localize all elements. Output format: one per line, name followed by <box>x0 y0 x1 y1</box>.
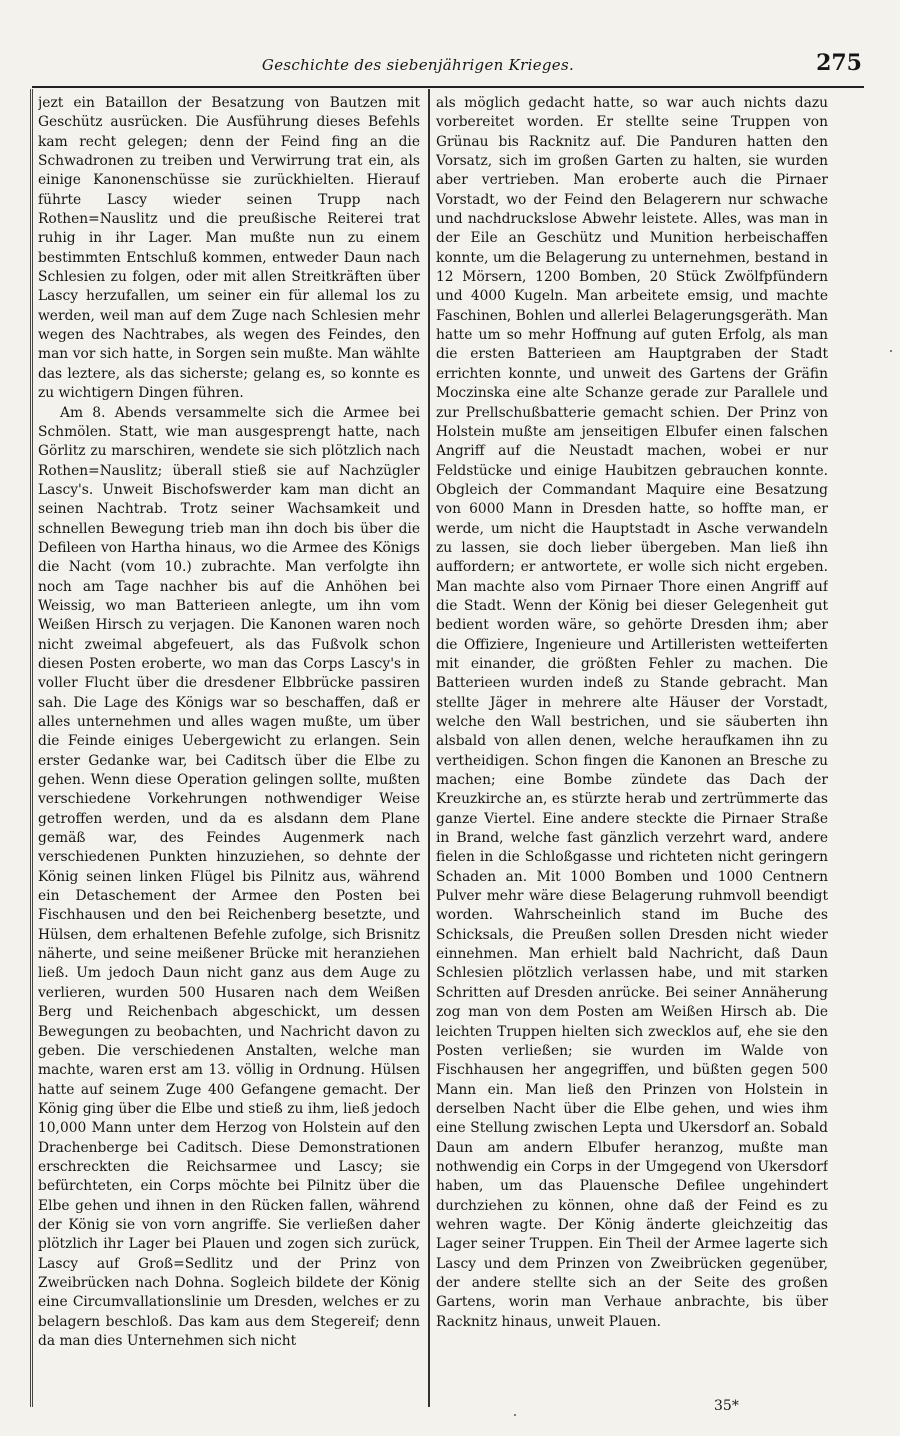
right-column <box>436 94 828 1404</box>
paper-speck <box>890 350 892 352</box>
column-divider <box>428 89 430 1407</box>
printer-signature: 35* <box>714 1398 739 1414</box>
book-page <box>24 42 864 1414</box>
running-title: Geschichte des siebenjährigen Krieges. <box>261 56 575 74</box>
right-paragraph-1: als möglich gedacht hatte, so war auch nichts dazu vorbereitet worden. Er stellte seine Truppen von Grünau bis Racknitz auf. Die Panduren hatten den Vorsatz, sich im großen Garten zu halten, sie wurden aber vertrieben. Man eroberte auch die Pirnaer Vorstadt, wo der Feind den Belagerern nur schwache und nachdruckslose Abwehr leistete. Alles, was man in der Eile an Geschütz und Munition herbeischaffen konnte, um die Belagerung zu unternehmen, bestand in 12 Mörsern, 1200 Bomben, 20 Stück Zwölfpfündern und 4000 Kugeln. Man arbeitete emsig, und machte Faschinen, Bohlen und allerlei Belagerungsgeräth. Man hatte um so mehr Hoffnung auf guten Erfolg, als man die ersten Batterieen am Hauptgraben der Stadt errichten konnte, und unweit des Gartens der Gräfin Moczinska eine alte Schanze gerade zur Parallele und zur Prellschußbatterie gemacht schien. Der Prinz von Holstein mußte am jenseitigen Elbufer einen falschen Angriff auf die Neustadt machen, wobei er nur Feldstücke und einige Haubitzen gebrauchen konnte. Obgleich der Commandant Maquire eine Besatzung von 6000 Mann in Dresden hatte, so hoffte man, er werde, um nicht die Hauptstadt in Asche verwandeln zu lassen, sie doch lieber übergeben. Man ließ ihn auffordern; er antwortete, er wolle sich nicht ergeben. Man machte also vom Pirnaer Thore einen Angriff auf die Stadt. Wenn der König bei dieser Gelegenheit gut bedient worden wäre, so gehörte Dresden ihm; aber die Offiziere, Ingenieure und Artilleristen wetteiferten mit einander, die größten Fehler zu machen. Die Batterieen wurden indeß zu Stande gebracht. Man stellte Jäger in mehrere alte Häuser der Vorstadt, welche den Wall bestrichen, und sie säuberten ihn alsbald von allen denen, welche heraufkamen ihn zu vertheidigen. Schon fingen die Kanonen an Bresche zu machen; eine Bombe zündete das Dach der Kreuzkirche an, es stürzte herab und zertrümmerte das ganze Viertel. Eine andere steckte die Pirnaer Straße in Brand, welche fast gänzlich verzehrt ward, andere fielen in die Schloßgasse und richteten nicht geringern Schaden an. Mit 1000 Bomben und 1000 Centnern Pulver mehr wäre diese Belagerung ruhmvoll beendigt worden. Wahrscheinlich stand im Buche des Schicksals, die Preußen sollen Dresden nicht wieder einnehmen. Man erhielt bald Nachricht, daß Daun Schlesien plötzlich verlassen habe, und mit starken Schritten auf Dresden anrücke. Bei seiner Annäherung zog man von dem Posten am Weißen Hirsch ab. Die leichten Truppen hielten sich zwecklos auf, ehe sie den Posten verließen; sie wurden im Walde von Fischhausen her angegriffen, und büßten gegen 500 Mann ein. Man ließ den Prinzen von Holstein in derselben Nacht über die Elbe gehen, und wies ihm eine Stellung zwischen Lepta und Ukersdorf an. Sobald Daun am andern Elbufer heranzog, mußte man nothwendig ein Corps in der Umgegend von Ukersdorf haben, um das Plauensche Defilee ungehindert durchziehen zu können, ohne daß der Feind es zu wehren wagte. Der König änderte gleichzeitig das Lager seiner Truppen. Ein Theil der Armee lagerte sich Lascy und dem Prinzen von Zweibrücken gegenüber, der andere stellte sich an der Seite des großen Gartens, worin man Verhaue anbrachte, bis über Racknitz hinaus, unweit Plauen. <box>436 95 828 1330</box>
left-column <box>38 94 420 1404</box>
header-rule <box>32 86 864 88</box>
left-border-rule <box>30 89 33 1407</box>
left-paragraph-1: jezt ein Bataillon der Besatzung von Bautzen mit Geschütz ausrücken. Die Ausführung dieses Befehls kam recht gelegen; denn der Feind fing an die Schwadronen zu treiben und Verwirrung trat ein, als einige Kanonenschüsse sie zurückhielten. Hierauf führte Lascy wieder seinen Trupp nach Rothen=Nauslitz und die preußische Reiterei trat ruhig in ihr Lager. Man mußte nun zu einem bestimmten Entschluß kommen, entweder Daun nach Schlesien zu folgen, oder mit allen Streitkräften über Lascy herzufallen, um seiner ein für allemal los zu werden, weil man auf dem Zuge nach Schlesien mehr wegen des Nachtrabes, als wegen des Feindes, den man vor sich hatte, in Sorgen sein mußte. Man wählte das leztere, als das sicherste; gelang es, so konnte es zu wichtigern Dingen führen. <box>38 95 420 402</box>
running-head <box>32 50 864 84</box>
left-paragraph-2: Am 8. Abends versammelte sich die Armee bei Schmölen. Statt, wie man ausgesprengt hatte, nach Görlitz zu marschiren, wendete sie sich plötzlich nach Rothen=Nauslitz; überall stieß sie auf Nachzügler Lascy's. Unweit Bischofswerder kam man dicht an seinen Nachtrab. Trotz seiner Wachsamkeit und schnellen Bewegung trieb man ihn doch bis über die Defileen von Hartha hinaus, wo die Armee des Königs die Nacht (vom 10.) zubrachte. Man verfolgte ihn noch am Tage nachher bis auf die Anhöhen bei Weissig, wo man Batterieen anlegte, um ihn vom Weißen Hirsch zu verjagen. Die Kanonen waren noch nicht zweimal abgefeuert, als das Fußvolk schon diesen Posten eroberte, wo man das Corps Lascy's in voller Flucht über die dresdener Elbbrücke passiren sah. Die Lage des Königs war so beschaffen, daß er alles unternehmen und alles wagen mußte, um über die Feinde einiges Uebergewicht zu erlangen. Sein erster Gedanke war, bei Caditsch über die Elbe zu gehen. Wenn diese Operation gelingen sollte, mußten verschiedene Vorkehrungen nothwendiger Weise getroffen werden, und da es alsdann dem Plane gemäß war, des Feindes Augenmerk nach verschiedenen Punkten hinzuziehen, so dehnte der König seinen linken Flügel bis Pilnitz aus, während ein Detaschement der Armee den Posten bei Fischhausen und den bei Reichenberg besetzte, und Hülsen, dem erhaltenen Befehle zufolge, sich Brisnitz näherte, und seine meißener Brücke mit heranziehen ließ. Um jedoch Daun nicht ganz aus dem Auge zu verlieren, wurden 500 Husaren nach dem Weißen Berg und Reichenbach abgeschickt, um dessen Bewegungen zu beobachten, und Nachricht davon zu geben. Die verschiedenen Anstalten, welche man machte, waren erst am 13. völlig in Ordnung. Hülsen hatte auf seinem Zuge 400 Gefangene gemacht. Der König ging über die Elbe und stieß zu ihm, ließ jedoch 10,000 Mann unter dem Herzog von Holstein auf den Drachenberge bei Caditsch. Diese Demonstrationen erschreckten die Reichsarmee und Lascy; sie befürchteten, ein Corps möchte bei Pilnitz über die Elbe gehen und ihnen in den Rücken fallen, während der König sie von vorn angriffe. Sie verließen daher plötzlich ihr Lager bei Plauen und zogen sich zurück, Lascy auf Groß=Sedlitz und der Prinz von Zweibrücken nach Dohna. Sogleich bildete der König eine Circumvallationslinie um Dresden, welches er zu belagern beschloß. Das kam aus dem Stegereif; denn da man dies Unternehmen sich nicht <box>38 404 420 1349</box>
paper-speck <box>514 1414 516 1416</box>
page-number: 275 <box>816 50 862 76</box>
